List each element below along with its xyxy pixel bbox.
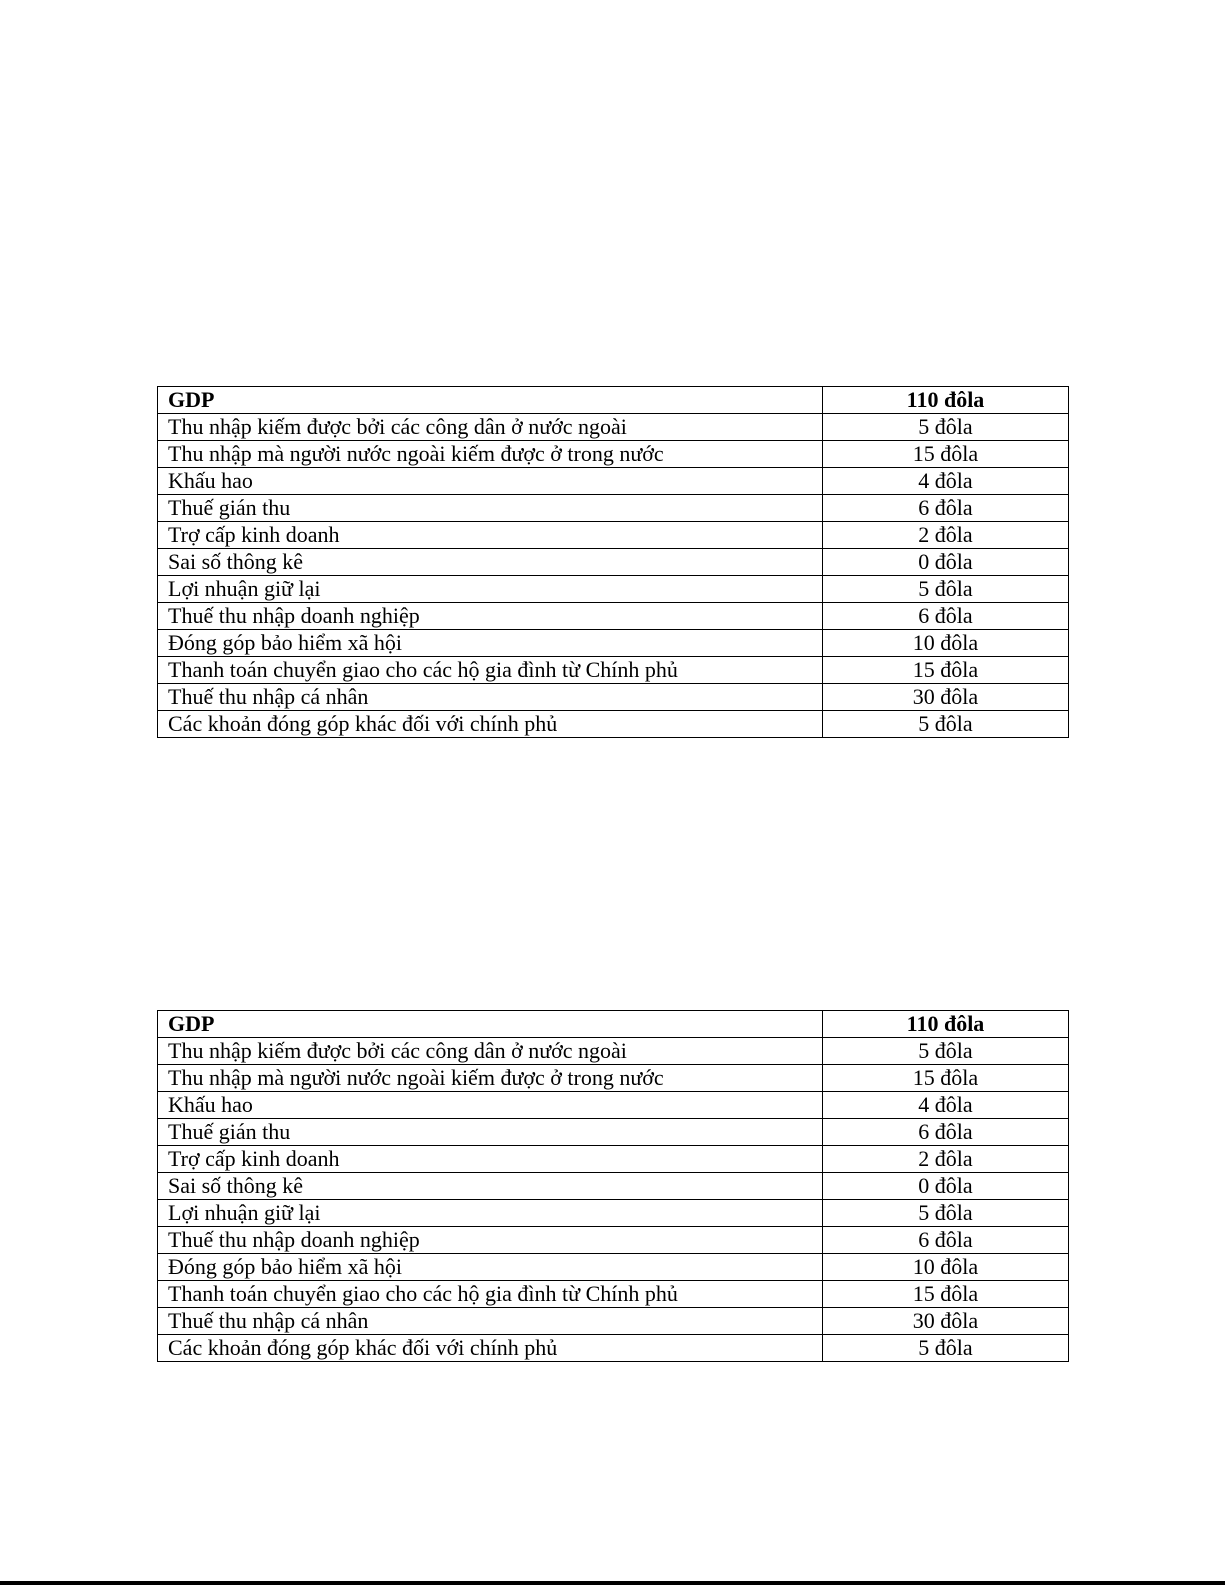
table-row	[158, 495, 1069, 522]
row-value: 6 đôla	[823, 603, 1069, 630]
table-row	[158, 1254, 1069, 1281]
row-value: 6 đôla	[823, 1119, 1069, 1146]
row-label: Khấu hao	[158, 468, 823, 495]
row-value: 5 đôla	[823, 711, 1069, 738]
row-label: Thanh toán chuyển giao cho các hộ gia đình từ Chính phủ	[158, 1281, 823, 1308]
table-row	[158, 1065, 1069, 1092]
row-label: Thu nhập kiếm được bởi các công dân ở nước ngoài	[158, 414, 823, 441]
row-label: Thu nhập mà người nước ngoài kiếm được ở trong nước	[158, 441, 823, 468]
row-value: 4 đôla	[823, 1092, 1069, 1119]
row-label: Đóng góp bảo hiểm xã hội	[158, 630, 823, 657]
table-row	[158, 576, 1069, 603]
table-row	[158, 1119, 1069, 1146]
table-row	[158, 414, 1069, 441]
row-value: 30 đôla	[823, 684, 1069, 711]
row-value: 6 đôla	[823, 1227, 1069, 1254]
table-row	[158, 1281, 1069, 1308]
table-header-row	[158, 387, 1069, 414]
table-row	[158, 711, 1069, 738]
table-row	[158, 522, 1069, 549]
row-value: 5 đôla	[823, 576, 1069, 603]
row-label: Thuế gián thu	[158, 1119, 823, 1146]
row-value: 5 đôla	[823, 1200, 1069, 1227]
row-value: 2 đôla	[823, 522, 1069, 549]
row-value: 15 đôla	[823, 1281, 1069, 1308]
row-label: Trợ cấp kinh doanh	[158, 1146, 823, 1173]
table-row	[158, 441, 1069, 468]
row-value: 30 đôla	[823, 1308, 1069, 1335]
row-label: Thu nhập kiếm được bởi các công dân ở nước ngoài	[158, 1038, 823, 1065]
row-label: Sai số thông kê	[158, 549, 823, 576]
row-label: Lợi nhuận giữ lại	[158, 1200, 823, 1227]
header-value: 110 đôla	[823, 1011, 1069, 1038]
row-value: 10 đôla	[823, 1254, 1069, 1281]
table-row	[158, 468, 1069, 495]
header-label: GDP	[158, 1011, 823, 1038]
table-row	[158, 630, 1069, 657]
row-label: Khấu hao	[158, 1092, 823, 1119]
table-row	[158, 1227, 1069, 1254]
row-label: Thuế thu nhập cá nhân	[158, 1308, 823, 1335]
row-value: 5 đôla	[823, 1335, 1069, 1362]
table-row	[158, 1038, 1069, 1065]
row-label: Đóng góp bảo hiểm xã hội	[158, 1254, 823, 1281]
row-value: 0 đôla	[823, 549, 1069, 576]
table-row	[158, 1092, 1069, 1119]
row-value: 6 đôla	[823, 495, 1069, 522]
row-value: 0 đôla	[823, 1173, 1069, 1200]
table-row	[158, 684, 1069, 711]
header-value: 110 đôla	[823, 387, 1069, 414]
row-label: Thu nhập mà người nước ngoài kiếm được ở trong nước	[158, 1065, 823, 1092]
row-value: 15 đôla	[823, 1065, 1069, 1092]
row-label: Lợi nhuận giữ lại	[158, 576, 823, 603]
gdp-table-1	[157, 386, 1069, 738]
row-label: Thuế gián thu	[158, 495, 823, 522]
page-bottom-rule	[0, 1581, 1225, 1585]
row-label: Các khoản đóng góp khác đối với chính phủ	[158, 711, 823, 738]
table-header-row	[158, 1011, 1069, 1038]
table-row	[158, 1308, 1069, 1335]
row-label: Thuế thu nhập doanh nghiệp	[158, 603, 823, 630]
table-row	[158, 1173, 1069, 1200]
row-value: 5 đôla	[823, 1038, 1069, 1065]
table-row	[158, 657, 1069, 684]
row-label: Trợ cấp kinh doanh	[158, 522, 823, 549]
table-row	[158, 1200, 1069, 1227]
row-label: Thanh toán chuyển giao cho các hộ gia đình từ Chính phủ	[158, 657, 823, 684]
row-label: Các khoản đóng góp khác đối với chính phủ	[158, 1335, 823, 1362]
table-row	[158, 549, 1069, 576]
header-label: GDP	[158, 387, 823, 414]
gdp-table-2	[157, 1010, 1069, 1362]
row-value: 15 đôla	[823, 657, 1069, 684]
row-value: 10 đôla	[823, 630, 1069, 657]
table-row	[158, 603, 1069, 630]
row-label: Thuế thu nhập doanh nghiệp	[158, 1227, 823, 1254]
table-row	[158, 1335, 1069, 1362]
row-value: 15 đôla	[823, 441, 1069, 468]
row-value: 2 đôla	[823, 1146, 1069, 1173]
row-label: Sai số thông kê	[158, 1173, 823, 1200]
table-row	[158, 1146, 1069, 1173]
row-value: 4 đôla	[823, 468, 1069, 495]
row-value: 5 đôla	[823, 414, 1069, 441]
row-label: Thuế thu nhập cá nhân	[158, 684, 823, 711]
